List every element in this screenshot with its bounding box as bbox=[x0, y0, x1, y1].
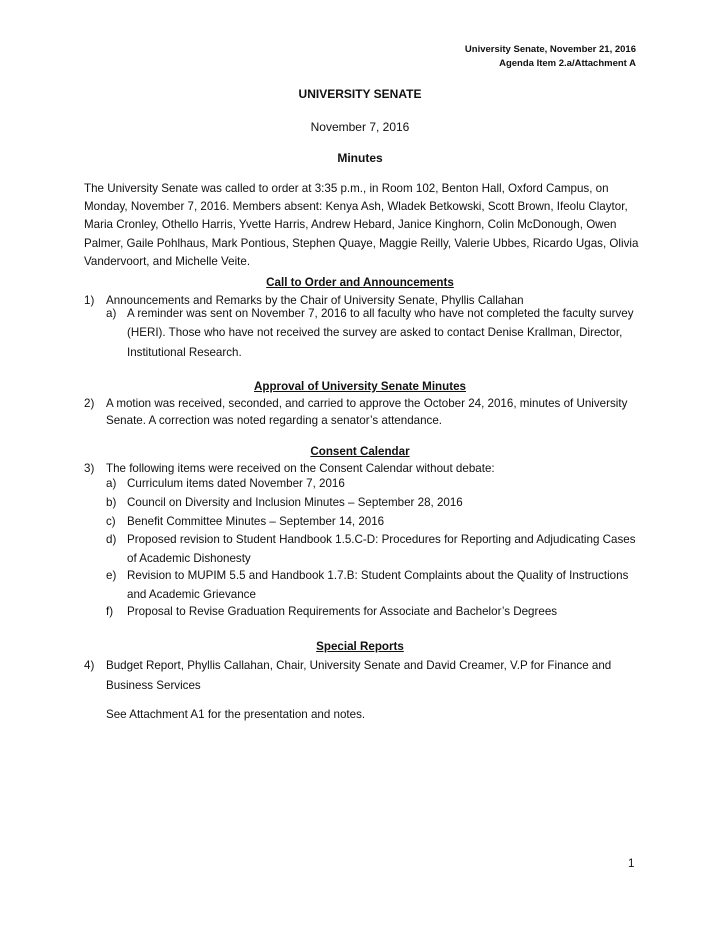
sub-item-number: a) bbox=[106, 477, 117, 490]
sub-item-3f bbox=[106, 602, 646, 621]
attachment-note: See Attachment A1 for the presentation and notes. bbox=[106, 708, 366, 721]
sub-item-text: Council on Diversity and Inclusion Minutes – September 28, 2016 bbox=[127, 496, 463, 509]
sub-item-number: c) bbox=[106, 515, 116, 528]
meeting-date: November 7, 2016 bbox=[310, 120, 410, 134]
sub-item-text: A reminder was sent on November 7, 2016 to all faculty who have not completed the faculty survey (HERI). Those who have not received the survey are asked to contact Denise Krallman, Director, Institutional Research. bbox=[127, 307, 634, 359]
item-number: 1) bbox=[84, 294, 95, 307]
section-heading-special-reports: Special Reports bbox=[316, 640, 404, 653]
item-number: 4) bbox=[84, 659, 95, 672]
sub-item-3e bbox=[106, 566, 646, 604]
sub-item-number: e) bbox=[106, 569, 117, 582]
sub-item-text: Revision to MUPIM 5.5 and Handbook 1.7.B: Student Complaints about the Quality of Instructions and Academic Grievance bbox=[127, 569, 629, 602]
sub-item-3a bbox=[106, 474, 646, 493]
agenda-item-4 bbox=[84, 656, 644, 695]
item-text: Announcements and Remarks by the Chair of University Senate, Phyllis Callahan bbox=[106, 294, 524, 307]
item-number: 2) bbox=[84, 397, 95, 410]
header-attachment-line: Agenda Item 2.a/Attachment A bbox=[499, 58, 636, 69]
sub-item-1a bbox=[106, 304, 646, 362]
item-number: 3) bbox=[84, 462, 95, 475]
intro-paragraph: The University Senate was called to order at 3:35 p.m., in Room 102, Benton Hall, Oxford Campus, on Monday, November 7, 2016. Members absent: Kenya Ash, Wladek Betkowski, Scott Brown, Ifeolu Claytor, Maria Cronley, Othello Harris, Yvette Harris, Andrew Hebard, Janice Kinghorn, Colin McDonough, Owen Palmer, Gaile Pohlhaus, Mark Pontious, Stephen Quaye, Maggie Reilly, Valerie Ubbes, Ricardo Ugas, Olivia Vandervoort, and Michelle Veite. bbox=[84, 182, 639, 268]
item-text: Budget Report, Phyllis Callahan, Chair, University Senate and David Creamer, V.P for Finance and Business Services bbox=[106, 659, 612, 692]
page-title: UNIVERSITY SENATE bbox=[298, 87, 422, 101]
sub-item-3d bbox=[106, 530, 646, 568]
sub-item-number: b) bbox=[106, 496, 117, 509]
sub-item-number: d) bbox=[106, 533, 117, 546]
section-heading-approval: Approval of University Senate Minutes bbox=[254, 380, 466, 393]
sub-item-3c bbox=[106, 512, 646, 531]
document-header bbox=[465, 43, 636, 71]
agenda-item-2 bbox=[84, 395, 644, 430]
sub-item-text: Curriculum items dated November 7, 2016 bbox=[127, 477, 345, 490]
header-meeting-line: University Senate, November 21, 2016 bbox=[464, 44, 636, 55]
item-text: A motion was received, seconded, and carried to approve the October 24, 2016, minutes of University Senate. A correction was noted regarding a senator’s attendance. bbox=[106, 397, 628, 428]
page-number: 1 bbox=[628, 857, 635, 870]
sub-item-3b bbox=[106, 493, 646, 512]
sub-item-text: Benefit Committee Minutes – September 14, 2016 bbox=[127, 515, 385, 528]
item-text: The following items were received on the Consent Calendar without debate: bbox=[106, 462, 495, 475]
sub-item-text: Proposed revision to Student Handbook 1.5.C-D: Procedures for Reporting and Adjudicating Cases of Academic Dishonesty bbox=[127, 533, 636, 566]
sub-item-number: a) bbox=[106, 307, 117, 320]
section-heading-consent-calendar: Consent Calendar bbox=[310, 445, 410, 458]
sub-item-number: f) bbox=[106, 605, 114, 618]
section-heading-call-to-order: Call to Order and Announcements bbox=[266, 276, 454, 289]
minutes-heading: Minutes bbox=[337, 151, 383, 165]
sub-item-text: Proposal to Revise Graduation Requirements for Associate and Bachelor’s Degrees bbox=[127, 605, 558, 618]
